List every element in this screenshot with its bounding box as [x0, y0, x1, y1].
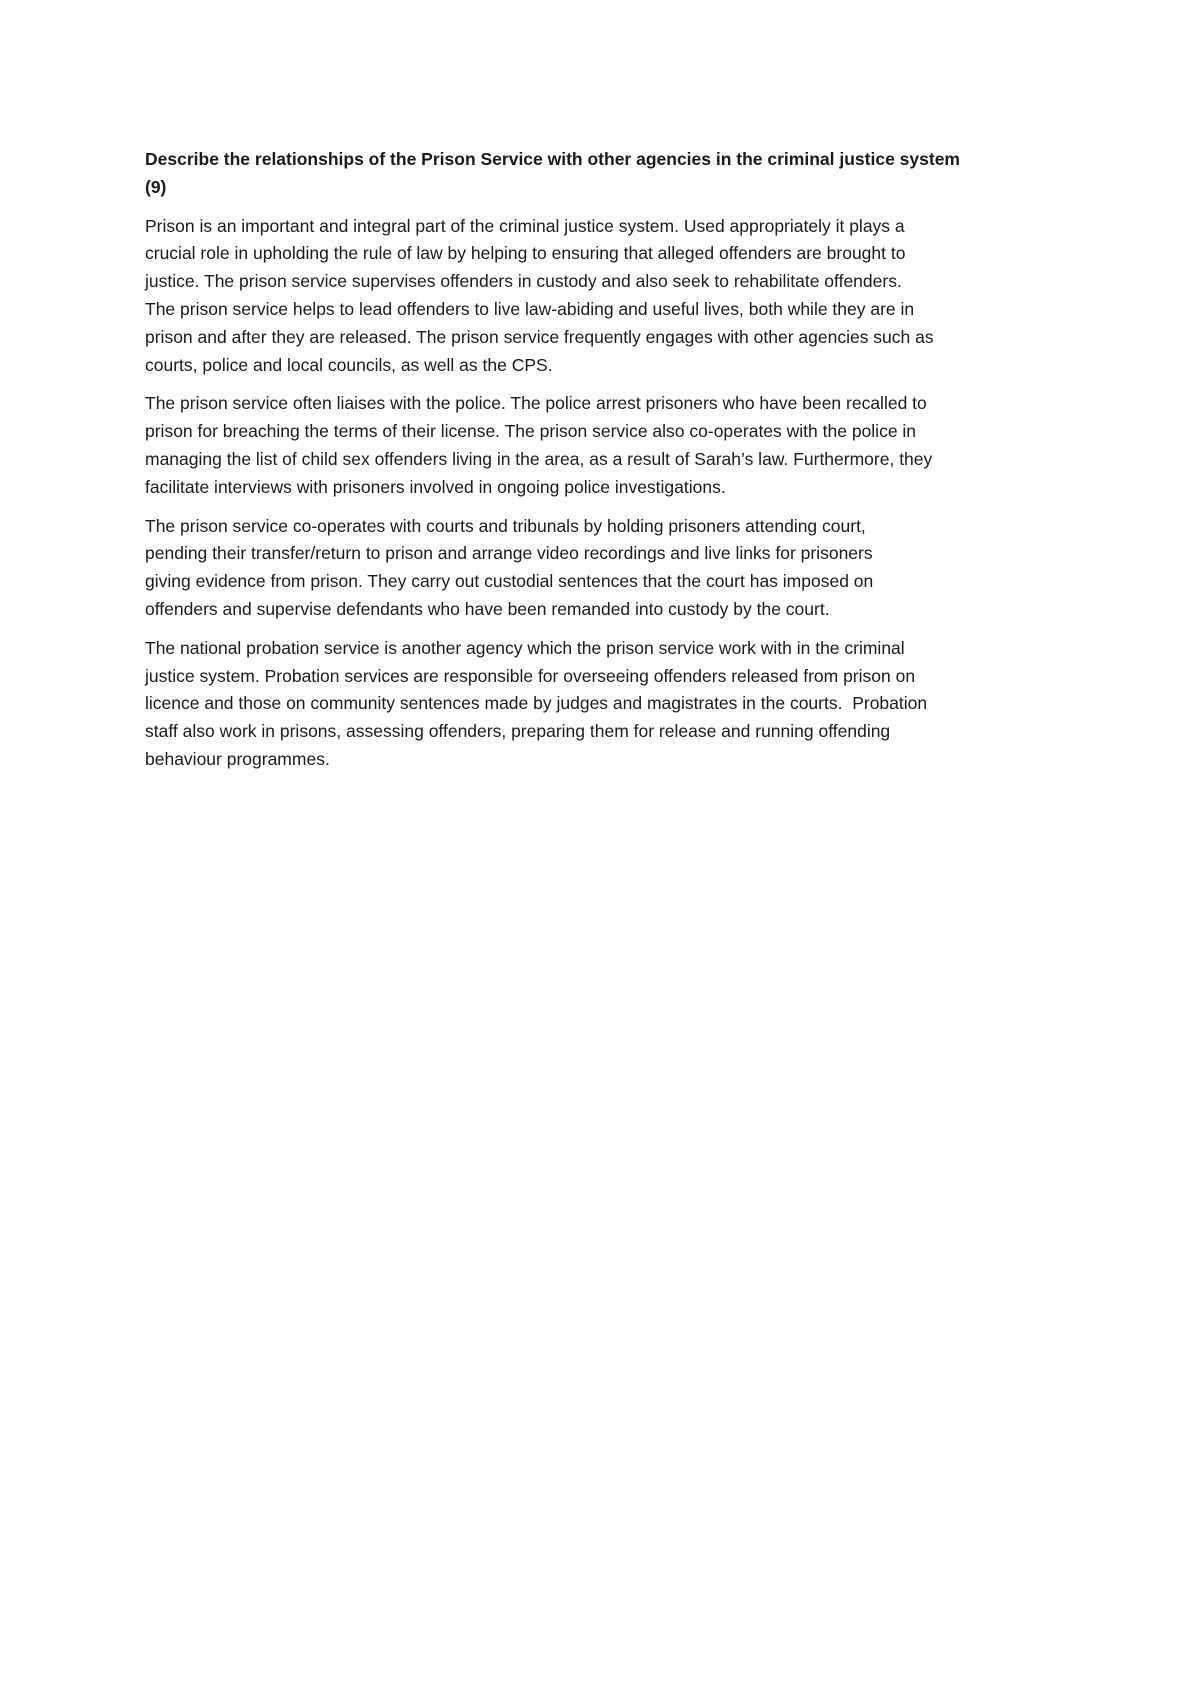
document-body: [145, 146, 1145, 785]
heading-line: Describe the relationships of the Prison Service with other agencies in the criminal justice system: [145, 149, 960, 169]
text-line: crucial role in upholding the rule of law by helping to ensuring that alleged offenders are brought to: [145, 243, 906, 264]
text-line: behaviour programmes.: [145, 748, 330, 769]
text-line: giving evidence from prison. They carry out custodial sentences that the court has imposed on: [145, 571, 874, 592]
text-line: pending their transfer/return to prison and arrange video recordings and live links for prisoners: [145, 543, 873, 564]
text-line: justice. The prison service supervises offenders in custody and also seek to rehabilitate offenders.: [145, 271, 902, 292]
text-line: prison for breaching the terms of their license. The prison service also co-operates with the police in: [145, 421, 917, 442]
paragraph-intro: [145, 213, 1145, 380]
text-line: licence and those on community sentences made by judges and magistrates in the courts. Probation: [145, 693, 928, 714]
text-line: offenders and supervise defendants who have been remanded into custody by the court.: [145, 598, 830, 619]
paragraph-police: [145, 390, 1145, 501]
text-line: justice system. Probation services are responsible for overseeing offenders released from prison on: [145, 665, 916, 686]
text-line: prison and after they are released. The prison service frequently engages with other agencies such as: [145, 326, 934, 347]
text-line: staff also work in prisons, assessing offenders, preparing them for release and running offending: [145, 721, 891, 742]
paragraph-probation: [145, 635, 1145, 774]
text-line: The prison service co-operates with courts and tribunals by holding prisoners attending court,: [145, 515, 866, 536]
text-line: The prison service often liaises with the police. The police arrest prisoners who have been recalled to: [145, 393, 927, 414]
text-line: The prison service helps to lead offenders to live law-abiding and useful lives, both while they are in: [145, 298, 915, 319]
text-line: facilitate interviews with prisoners involved in ongoing police investigations.: [145, 476, 726, 497]
text-line: managing the list of child sex offenders living in the area, as a result of Sarah’s law. Furthermore, they: [145, 448, 933, 469]
question-heading: [145, 146, 1145, 202]
text-line: The national probation service is another agency which the prison service work with in the criminal: [145, 637, 905, 658]
text-line: Prison is an important and integral part of the criminal justice system. Used appropriately it plays a: [145, 215, 905, 236]
paragraph-courts: [145, 513, 1145, 624]
text-line: courts, police and local councils, as well as the CPS.: [145, 354, 553, 375]
heading-marks: (9): [145, 176, 167, 197]
